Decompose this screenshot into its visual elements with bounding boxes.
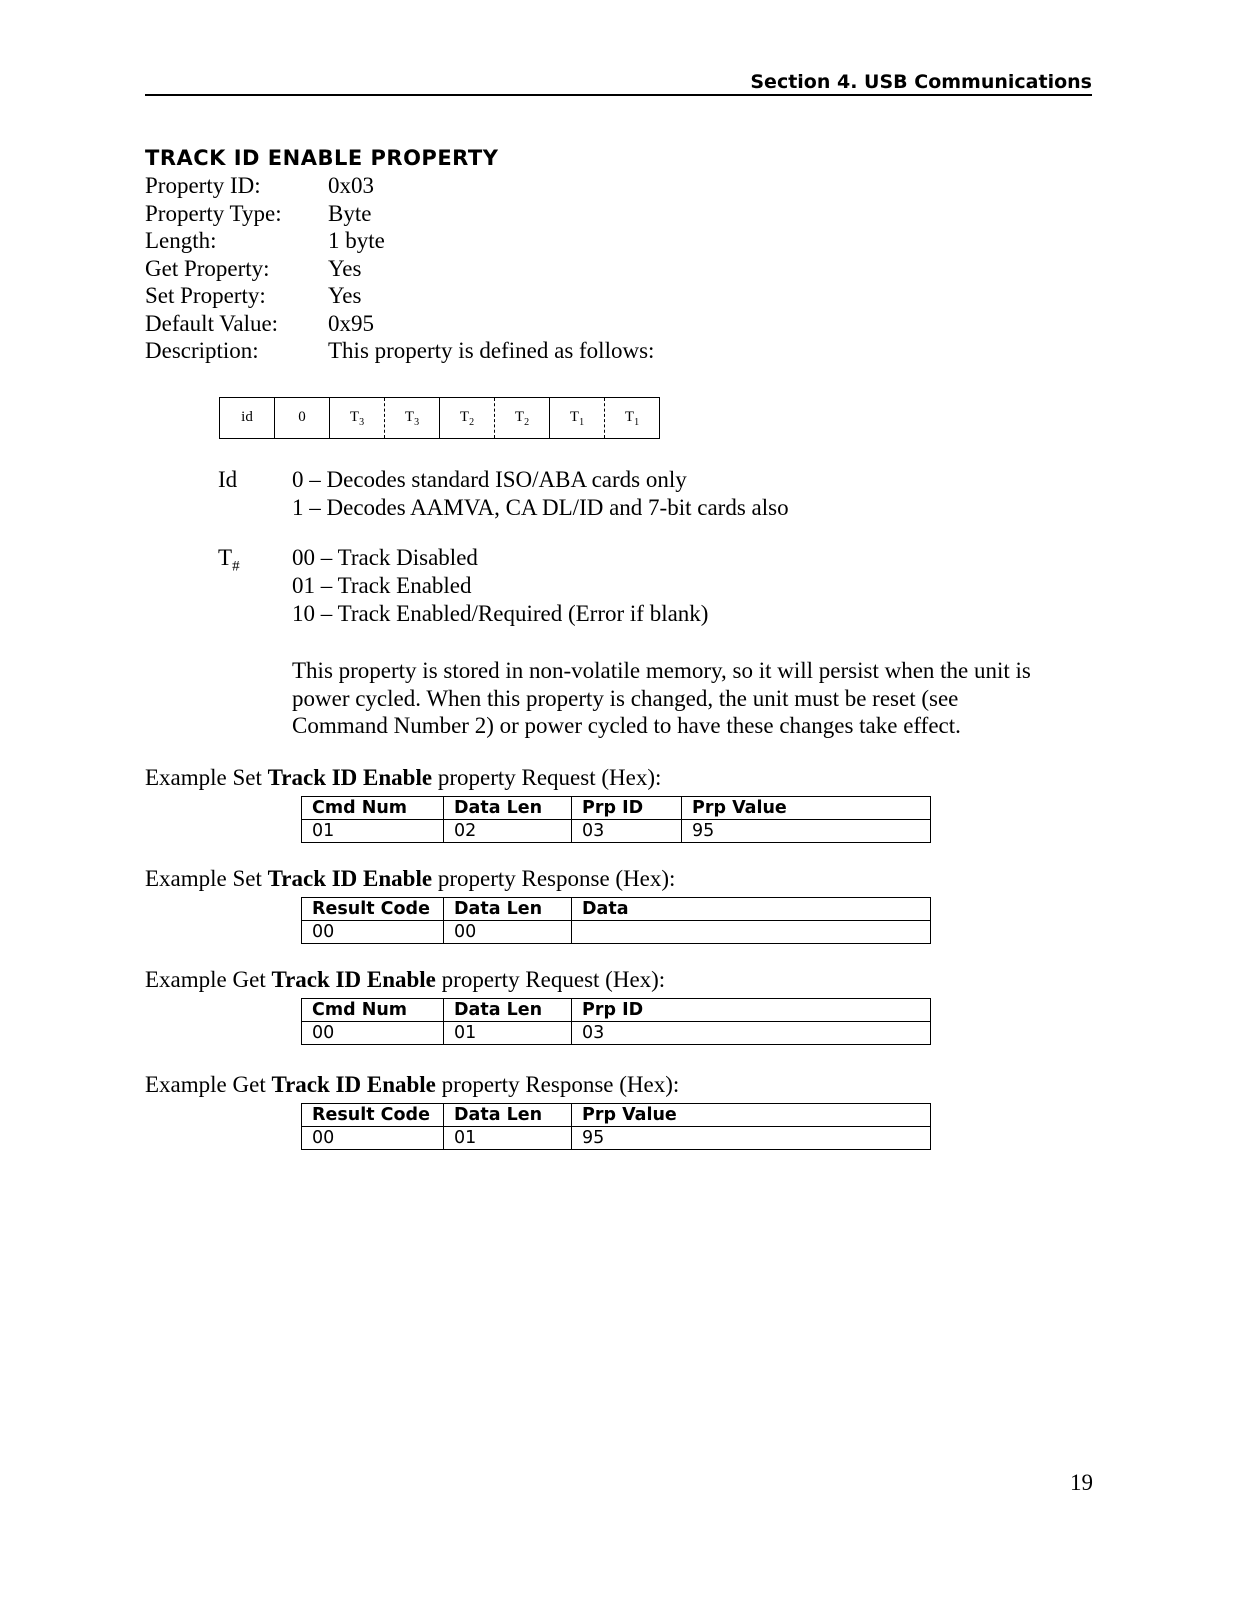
bit-cell: $T_3$ (330, 398, 385, 439)
legend-line: 1 – Decodes AAMVA, CA DL/ID and 7-bit cards also (292, 495, 789, 520)
table-cell: 01 (444, 1022, 572, 1045)
table-cell: 01 (302, 820, 444, 843)
table-cell (572, 921, 931, 944)
property-value: 1 byte (328, 228, 385, 253)
table-header: Cmd Num (302, 797, 444, 820)
page-number: 19 (1070, 1470, 1093, 1495)
get-request-table (301, 998, 931, 1045)
table-cell: 95 (572, 1127, 931, 1150)
example-caption: Example Get Track ID Enable property Response (Hex): (145, 1072, 680, 1097)
table-header: Data Len (444, 898, 572, 921)
table-header: Prp Value (682, 797, 931, 820)
property-value: Yes (328, 283, 362, 308)
property-value: This property is defined as follows: (328, 338, 655, 363)
table-cell: 00 (302, 921, 444, 944)
table-header: Data Len (444, 999, 572, 1022)
legend-line: 0 – Decodes standard ISO/ABA cards only (292, 467, 687, 492)
set-request-table (301, 796, 931, 843)
property-label: Property Type: (145, 200, 282, 226)
example-caption: Example Set Track ID Enable property Request (Hex): (145, 765, 662, 790)
legend-key: $T_{\#}$ (218, 545, 240, 575)
bit-cell: $T_3$ (385, 398, 440, 439)
section-header (145, 72, 1092, 96)
legend-line: 10 – Track Enabled/Required (Error if blank) (292, 601, 709, 626)
table-header: Prp ID (572, 999, 931, 1022)
bitfield-diagram (219, 397, 660, 439)
bit-cell: 0 (275, 398, 330, 439)
set-response-table (301, 897, 931, 944)
property-label: Default Value: (145, 310, 279, 336)
get-response-table (301, 1103, 931, 1150)
table-cell: 00 (444, 921, 572, 944)
table-header: Cmd Num (302, 999, 444, 1022)
table-cell: 95 (682, 820, 931, 843)
property-value: Byte (328, 200, 372, 226)
table-header: Data Len (444, 1104, 572, 1127)
legend-line: 00 – Track Disabled (292, 545, 478, 570)
table-header: Prp Value (572, 1104, 931, 1127)
table-cell: 00 (302, 1022, 444, 1045)
property-label: Get Property: (145, 255, 270, 281)
property-label: Set Property: (145, 283, 266, 308)
table-cell: 02 (444, 820, 572, 843)
property-value: Yes (328, 255, 362, 281)
table-header: Result Code (302, 1104, 444, 1127)
persistence-note (292, 657, 1092, 740)
bit-cell: $T_2$ (495, 398, 550, 439)
table-cell: 00 (302, 1127, 444, 1150)
bit-cell: id (220, 398, 275, 439)
note-line: power cycled. When this property is changed, the unit must be reset (see (292, 685, 959, 711)
table-cell: 01 (444, 1127, 572, 1150)
example-caption: Example Get Track ID Enable property Request (Hex): (145, 967, 666, 992)
table-header: Result Code (302, 898, 444, 921)
legend-line: 01 – Track Enabled (292, 573, 472, 598)
example-caption: Example Set Track ID Enable property Response (Hex): (145, 866, 676, 891)
property-value: 0x95 (328, 310, 374, 336)
property-value: 0x03 (328, 173, 374, 198)
note-line: Command Number 2) or power cycled to have these changes take effect. (292, 713, 961, 738)
property-label: Length: (145, 228, 217, 253)
property-label: Description: (145, 338, 259, 363)
property-label: Property ID: (145, 173, 261, 198)
table-header: Data Len (444, 797, 572, 820)
table-cell: 03 (572, 820, 682, 843)
property-title: TRACK ID ENABLE PROPERTY (145, 146, 499, 170)
table-header: Data (572, 898, 931, 921)
legend-key: Id (218, 467, 238, 492)
bit-cell: $T_2$ (440, 398, 495, 439)
table-header: Prp ID (572, 797, 682, 820)
section-header-text: Section 4. USB Communications (750, 71, 1092, 93)
note-line: This property is stored in non-volatile memory, so it will persist when the unit is (292, 658, 1031, 683)
bit-cell: $T_1$ (605, 398, 660, 439)
table-cell: 03 (572, 1022, 931, 1045)
bit-cell: $T_1$ (550, 398, 605, 439)
